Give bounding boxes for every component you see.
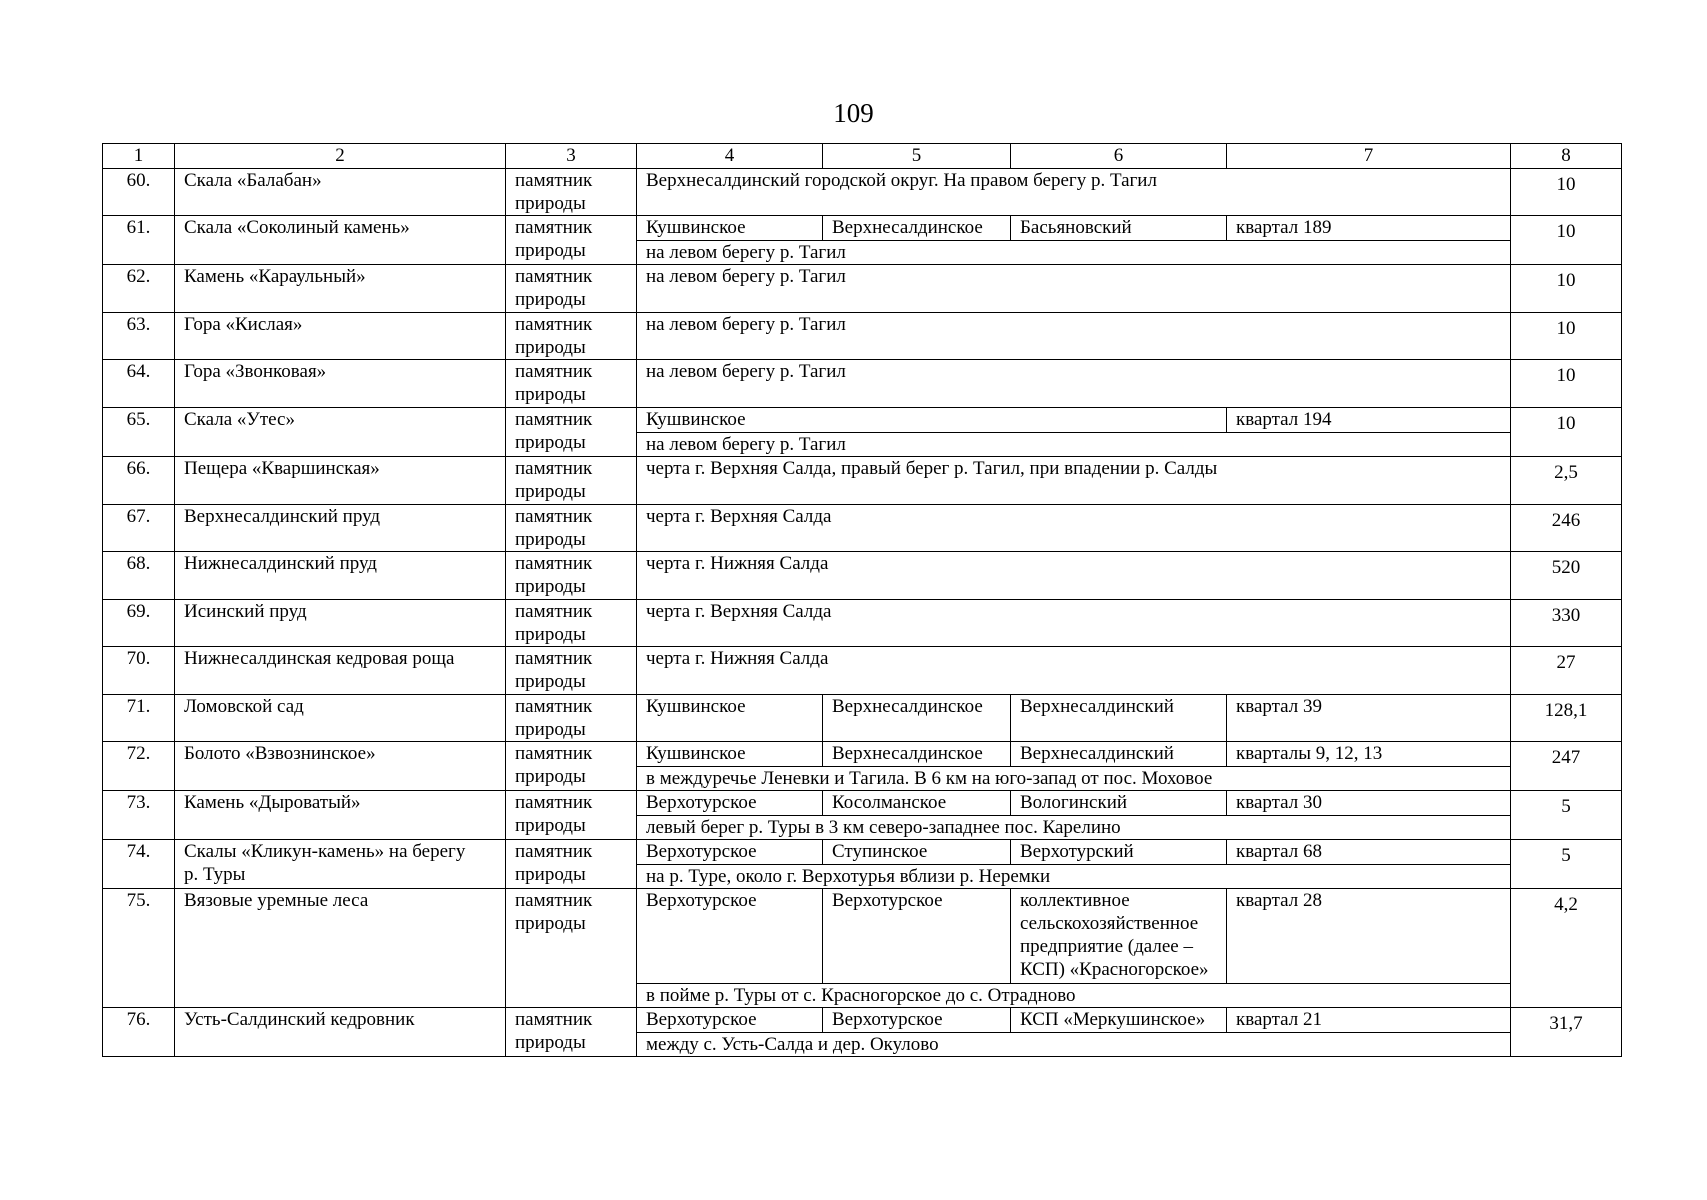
row-number: 66. <box>103 457 175 505</box>
quarter: квартал 21 <box>1227 1008 1511 1033</box>
row-number: 69. <box>103 600 175 647</box>
object-location: на левом берегу р. Тагил <box>637 360 1511 408</box>
object-location-note: в междуречье Леневки и Тагила. В 6 км на юго-запад от пос. Моховое <box>637 767 1511 791</box>
quarter: квартал 39 <box>1227 695 1511 742</box>
object-area: 520 <box>1511 552 1622 600</box>
object-type: памятник природы <box>506 313 637 360</box>
column-header: 3 <box>506 144 637 169</box>
object-name: Скалы «Кликун-камень» на берегу р. Туры <box>175 840 506 889</box>
object-type: памятник природы <box>506 360 637 408</box>
forestry: Верхотурское <box>637 889 823 984</box>
object-name: Гора «Кислая» <box>175 313 506 360</box>
object-location: черта г. Верхняя Салда <box>637 600 1511 647</box>
object-area: 2,5 <box>1511 457 1622 505</box>
section: Басьяновский <box>1011 216 1227 241</box>
quarter: квартал 189 <box>1227 216 1511 241</box>
object-name: Верхнесалдинский пруд <box>175 505 506 552</box>
object-name: Скала «Утес» <box>175 408 506 457</box>
table-row <box>103 1008 1622 1033</box>
object-location-note: левый берег р. Туры в 3 км северо-западнее пос. Карелино <box>637 816 1511 840</box>
quarter: квартал 28 <box>1227 889 1511 984</box>
district-forestry: Верхотурское <box>823 889 1011 984</box>
table-row <box>103 791 1622 816</box>
object-area: 246 <box>1511 505 1622 552</box>
table-row <box>103 216 1622 241</box>
object-area: 10 <box>1511 360 1622 408</box>
object-type: памятник природы <box>506 600 637 647</box>
object-area: 10 <box>1511 265 1622 313</box>
object-location: на левом берегу р. Тагил <box>637 313 1511 360</box>
table-row <box>103 505 1622 552</box>
object-type: памятник природы <box>506 695 637 742</box>
forestry: Верхотурское <box>637 791 823 816</box>
column-header: 6 <box>1011 144 1227 169</box>
row-number: 65. <box>103 408 175 457</box>
row-number: 67. <box>103 505 175 552</box>
forestry: Кушвинское <box>637 216 823 241</box>
object-type: памятник природы <box>506 216 637 265</box>
row-number: 71. <box>103 695 175 742</box>
column-header: 4 <box>637 144 823 169</box>
table-row <box>103 457 1622 505</box>
object-location: черта г. Верхняя Салда, правый берег р. Тагил, при впадении р. Салды <box>637 457 1511 505</box>
object-name: Нижнесалдинский пруд <box>175 552 506 600</box>
district-forestry: Верхнесалдинское <box>823 742 1011 767</box>
object-area: 5 <box>1511 840 1622 889</box>
column-header: 8 <box>1511 144 1622 169</box>
object-name: Пещера «Кваршинская» <box>175 457 506 505</box>
object-name: Вязовые уремные леса <box>175 889 506 1008</box>
table-row <box>103 840 1622 865</box>
column-header: 7 <box>1227 144 1511 169</box>
quarter: квартал 30 <box>1227 791 1511 816</box>
district-forestry: Косолманское <box>823 791 1011 816</box>
row-number: 76. <box>103 1008 175 1057</box>
object-area: 247 <box>1511 742 1622 791</box>
forestry: Верхотурское <box>637 1008 823 1033</box>
row-number: 74. <box>103 840 175 889</box>
district-forestry: Верхнесалдинское <box>823 216 1011 241</box>
object-area: 10 <box>1511 216 1622 265</box>
table-row <box>103 408 1622 433</box>
object-area: 31,7 <box>1511 1008 1622 1057</box>
quarter: квартал 194 <box>1227 408 1511 433</box>
column-header: 1 <box>103 144 175 169</box>
section: Вологинский <box>1011 791 1227 816</box>
object-name: Ломовской сад <box>175 695 506 742</box>
district-forestry: Ступинское <box>823 840 1011 865</box>
table-row <box>103 889 1622 984</box>
quarter: кварталы 9, 12, 13 <box>1227 742 1511 767</box>
object-type: памятник природы <box>506 840 637 889</box>
section: Верхнесалдинский <box>1011 695 1227 742</box>
object-name: Гора «Звонковая» <box>175 360 506 408</box>
row-number: 64. <box>103 360 175 408</box>
object-name: Камень «Дыроватый» <box>175 791 506 840</box>
object-type: памятник природы <box>506 505 637 552</box>
object-location: черта г. Верхняя Салда <box>637 505 1511 552</box>
quarter: квартал 68 <box>1227 840 1511 865</box>
object-type: памятник природы <box>506 889 637 1008</box>
forestry: Кушвинское <box>637 408 1227 433</box>
object-type: памятник природы <box>506 169 637 216</box>
object-area: 10 <box>1511 408 1622 457</box>
object-location: черта г. Нижняя Салда <box>637 647 1511 695</box>
district-forestry: Верхотурское <box>823 1008 1011 1033</box>
row-number: 75. <box>103 889 175 1008</box>
row-number: 60. <box>103 169 175 216</box>
row-number: 73. <box>103 791 175 840</box>
object-location-note: на р. Туре, около г. Верхотурья вблизи р. Неремки <box>637 865 1511 889</box>
row-number: 68. <box>103 552 175 600</box>
row-number: 72. <box>103 742 175 791</box>
forestry: Кушвинское <box>637 695 823 742</box>
section: КСП «Меркушинское» <box>1011 1008 1227 1033</box>
object-name: Скала «Соколиный камень» <box>175 216 506 265</box>
table-row <box>103 695 1622 742</box>
object-location-note: в пойме р. Туры от с. Красногорское до с. Отрадново <box>637 984 1511 1008</box>
column-header: 2 <box>175 144 506 169</box>
table-row <box>103 552 1622 600</box>
object-area: 10 <box>1511 169 1622 216</box>
district-forestry: Верхнесалдинское <box>823 695 1011 742</box>
object-type: памятник природы <box>506 552 637 600</box>
object-type: памятник природы <box>506 1008 637 1057</box>
table-row <box>103 313 1622 360</box>
object-type: памятник природы <box>506 742 637 791</box>
object-area: 128,1 <box>1511 695 1622 742</box>
object-location-note: на левом берегу р. Тагил <box>637 433 1511 457</box>
object-area: 4,2 <box>1511 889 1622 1008</box>
section: Верхнесалдинский <box>1011 742 1227 767</box>
object-type: памятник природы <box>506 791 637 840</box>
row-number: 61. <box>103 216 175 265</box>
forestry: Кушвинское <box>637 742 823 767</box>
row-number: 63. <box>103 313 175 360</box>
object-type: памятник природы <box>506 647 637 695</box>
section: Верхотурский <box>1011 840 1227 865</box>
section: коллективное сельскохозяйственное предприятие (далее – КСП) «Красногорское» <box>1011 889 1227 984</box>
object-location-note: между с. Усть-Салда и дер. Окулово <box>637 1033 1511 1057</box>
nature-monuments-table <box>102 143 1622 1057</box>
object-type: памятник природы <box>506 265 637 313</box>
object-area: 27 <box>1511 647 1622 695</box>
object-name: Камень «Караульный» <box>175 265 506 313</box>
table-row <box>103 265 1622 313</box>
forestry: Верхотурское <box>637 840 823 865</box>
object-name: Усть-Салдинский кедровник <box>175 1008 506 1057</box>
row-number: 62. <box>103 265 175 313</box>
object-location: черта г. Нижняя Салда <box>637 552 1511 600</box>
table-row <box>103 742 1622 767</box>
table-row <box>103 600 1622 647</box>
object-name: Исинский пруд <box>175 600 506 647</box>
page-number: 109 <box>833 98 874 128</box>
object-type: памятник природы <box>506 457 637 505</box>
row-number: 70. <box>103 647 175 695</box>
table-row <box>103 360 1622 408</box>
object-type: памятник природы <box>506 408 637 457</box>
object-area: 330 <box>1511 600 1622 647</box>
column-header: 5 <box>823 144 1011 169</box>
object-name: Болото «Взвознинское» <box>175 742 506 791</box>
object-location-note: на левом берегу р. Тагил <box>637 241 1511 265</box>
object-name: Скала «Балабан» <box>175 169 506 216</box>
table-row <box>103 169 1622 216</box>
column-number-row <box>103 144 1622 169</box>
object-location: Верхнесалдинский городской округ. На правом берегу р. Тагил <box>637 169 1511 216</box>
object-area: 5 <box>1511 791 1622 840</box>
object-location: на левом берегу р. Тагил <box>637 265 1511 313</box>
object-area: 10 <box>1511 313 1622 360</box>
table-row <box>103 647 1622 695</box>
object-name: Нижнесалдинская кедровая роща <box>175 647 506 695</box>
